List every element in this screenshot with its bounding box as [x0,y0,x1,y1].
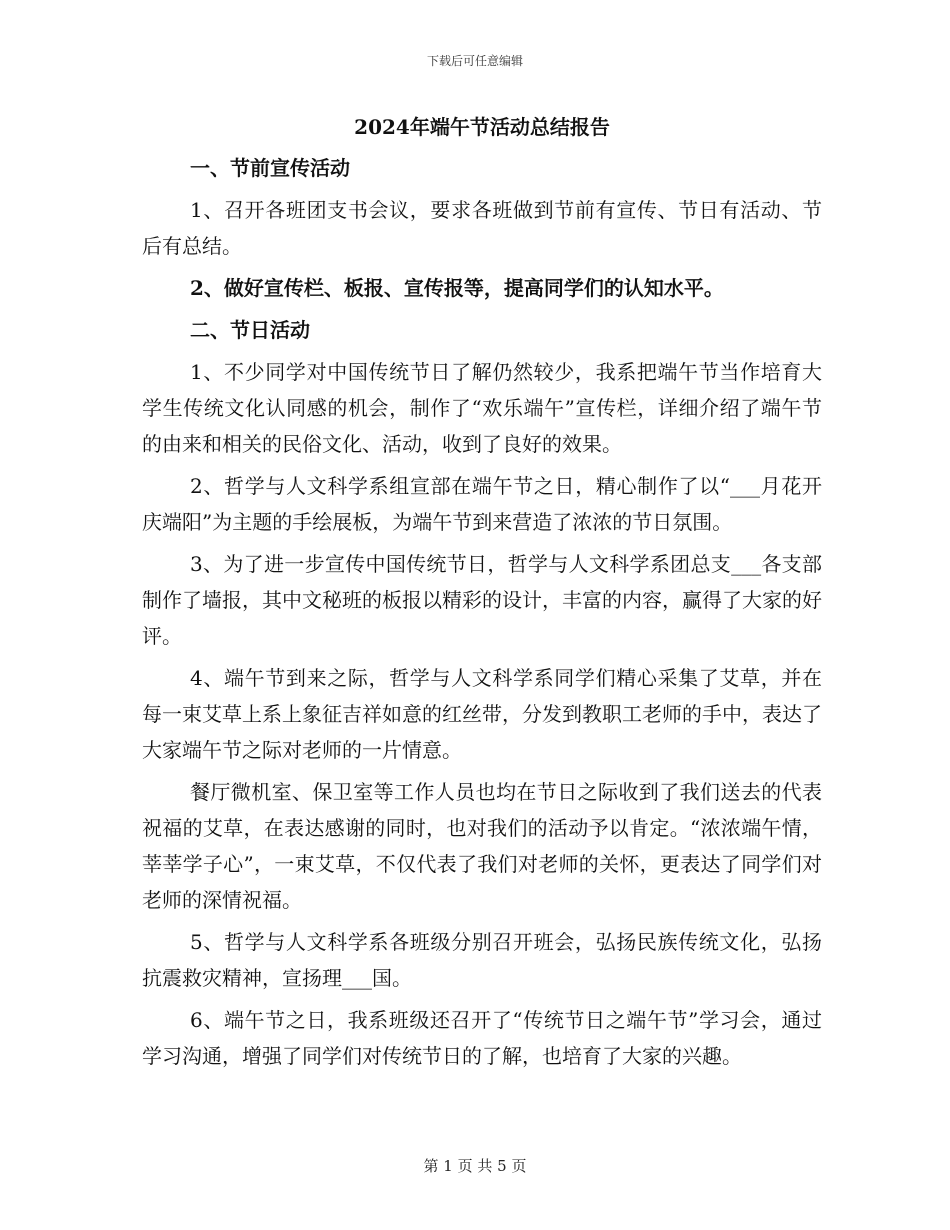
document-title: 2024年端午节活动总结报告 [354,115,610,139]
section-heading-festival-activities: 二、节日活动 [190,318,310,342]
paragraph: 5、哲学与人文科学系各班级分别召开班会，弘扬民族传统文化，弘扬抗震救灾精神，宣扬理___国。 [142,930,822,990]
document-body [142,112,822,1080]
page-number: 第 1 页 共 5 页 [423,1157,527,1175]
paragraph-bold: 2、做好宣传栏、板报、宣传报等，提高同学们的认知水平。 [190,276,724,300]
paragraph: 4、端午节到来之际，哲学与人文科学系同学们精心采集了艾草，并在每一束艾草上系上象征吉祥如意的红丝带，分发到教职工老师的手中，表达了大家端午节之际对老师的一片情意。 [142,666,822,762]
paragraph: 餐厅微机室、保卫室等工作人员也均在节日之际收到了我们送去的代表祝福的艾草，在表达感谢的同时，也对我们的活动予以肯定。“浓浓端午情，莘莘学子心”，一束艾草，不仅代表了我们对老师的关怀，更表达了同学们对老师的深情祝福。 [142,780,822,912]
paragraph: 1、召开各班团支书会议，要求各班做到节前有宣传、节日有活动、节后有总结。 [142,198,822,258]
paragraph: 2、哲学与人文科学系组宣部在端午节之日，精心制作了以“___月花开庆端阳”为主题的手绘展板，为端午节到来营造了浓浓的节日氛围。 [142,474,822,534]
page-header-note: 下载后可任意编辑 [426,54,523,68]
section-heading-pre-festival: 一、节前宣传活动 [190,156,350,180]
paragraph: 1、不少同学对中国传统节日了解仍然较少，我系把端午节当作培育大学生传统文化认同感的机会，制作了“欢乐端午”宣传栏，详细介绍了端午节的由来和相关的民俗文化、活动，收到了良好的效果。 [142,360,822,456]
paragraph: 3、为了进一步宣传中国传统节日，哲学与人文科学系团总支___各支部制作了墙报，其中文秘班的板报以精彩的设计，丰富的内容，赢得了大家的好评。 [142,552,822,648]
paragraph: 6、端午节之日，我系班级还召开了“传统节日之端午节”学习会，通过学习沟通，增强了同学们对传统节日的了解，也培育了大家的兴趣。 [142,1008,822,1068]
